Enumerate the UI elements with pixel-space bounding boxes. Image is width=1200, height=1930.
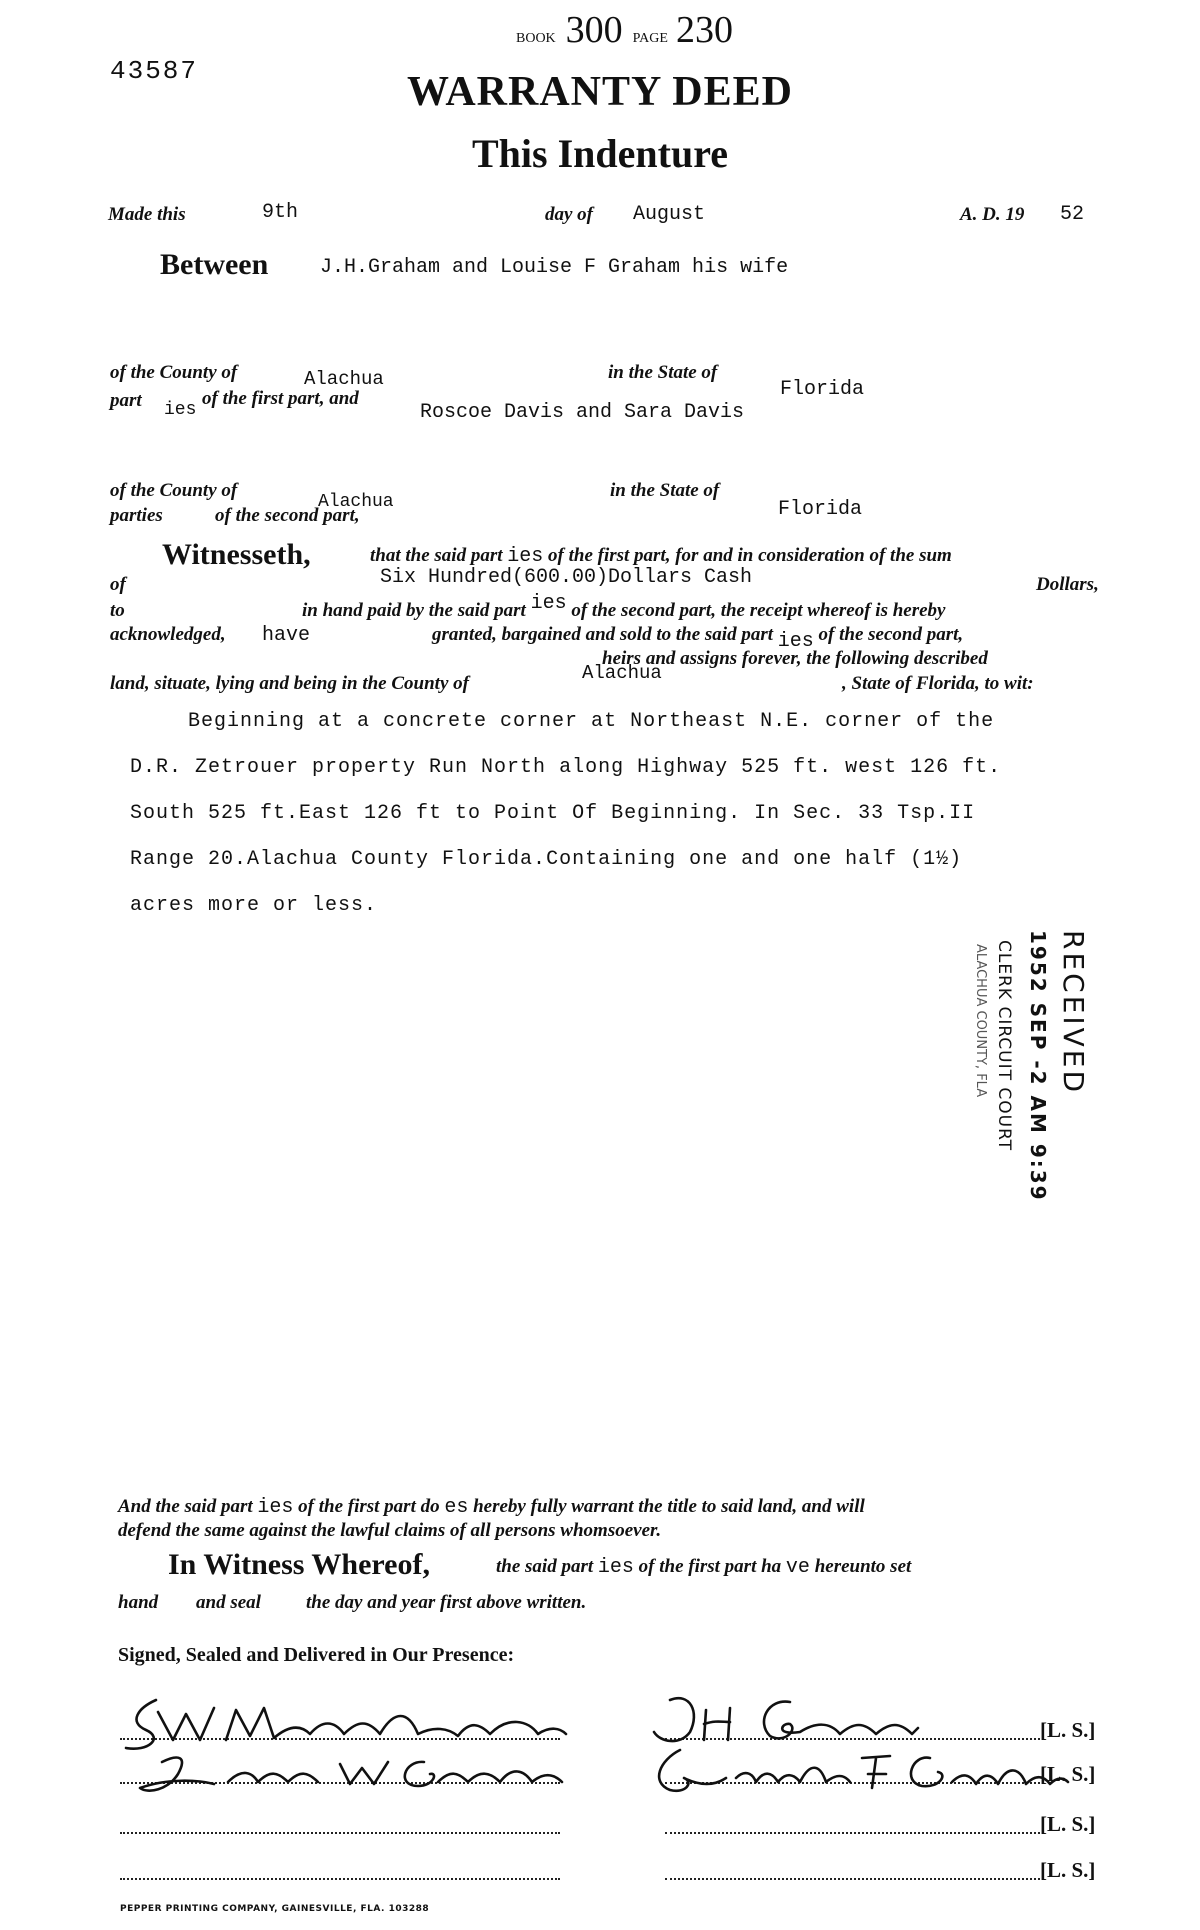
book-number: 300 — [565, 9, 623, 51]
second-part-text: of the second part, — [215, 505, 360, 526]
witnesseth-line3b: of the second part, the receipt whereof is hereby — [571, 600, 946, 621]
witness-sig-1-w — [158, 1708, 214, 1740]
warranty-line1a: And the said part — [118, 1496, 253, 1517]
description-line-5: acres more or less. — [130, 894, 378, 917]
first-county-value: Alachua — [304, 368, 384, 390]
in-witness-label: In Witness Whereof, — [168, 1548, 430, 1581]
description-line-3: South 525 ft.East 126 ft to Point Of Beginning. In Sec. 33 Tsp.II — [130, 802, 976, 825]
warranty-line1c: hereby fully warrant the title to said land, and will — [473, 1496, 865, 1517]
stamp-datetime: 1952 SEP -2 AM 9:39 — [1026, 930, 1050, 1202]
first-part-suffix: ies — [164, 400, 197, 420]
year-value: 52 — [1060, 203, 1085, 226]
warranty-line1b: of the first part do — [298, 1496, 440, 1517]
to-label: to — [110, 600, 125, 621]
book-page-stamp — [516, 8, 733, 52]
grantor-sig-1-j — [654, 1698, 694, 1741]
description-line-1: Beginning at a concrete corner at Northeast N.E. corner of the — [188, 710, 995, 733]
grantor-sig-2-l — [659, 1750, 726, 1791]
seal-label-1: [L. S.] — [1040, 1718, 1096, 1742]
witnesseth-label: Witnesseth, — [162, 538, 311, 571]
witnesseth-line6b: , State of Florida, to wit: — [842, 673, 1034, 694]
description-line-4: Range 20.Alachua County Florida.Containing one and one half (1½) — [130, 848, 963, 871]
stamp-received: RECEIVED — [1057, 930, 1090, 1096]
page-label: PAGE — [632, 31, 668, 46]
warranty-suffix1: ies — [257, 1496, 294, 1519]
witnesseth-line3-text: in hand paid by the said part — [302, 600, 526, 621]
witness-sig-2-ena — [228, 1773, 318, 1782]
signed-sealed-label: Signed, Sealed and Delivered in Our Presence: — [118, 1644, 515, 1666]
in-witness-date: the day and year first above written. — [306, 1592, 587, 1613]
in-witness-text3: hereunto set — [814, 1556, 912, 1577]
document-number: 43587 — [110, 56, 199, 86]
ad-label: A. D. 19 — [960, 204, 1025, 225]
grantors-names: J.H.Graham and Louise F Graham his wife — [320, 256, 789, 279]
second-state-value: Florida — [778, 498, 863, 521]
grantor-sig-2-f — [862, 1756, 890, 1788]
witness-line-3 — [120, 1832, 560, 1834]
witness-signatures — [118, 1690, 568, 1800]
in-witness-line-1 — [496, 1556, 911, 1579]
description-line-2: D.R. Zetrouer property Run North along Highway 525 ft. west 126 ft. — [130, 756, 1002, 779]
witness-sig-2-w — [340, 1762, 388, 1784]
grantor-sig-1-h — [704, 1708, 730, 1740]
witnesseth-line3-suffix: ies — [530, 592, 567, 615]
in-witness-text1: the said part — [496, 1556, 594, 1577]
second-county-label: of the County of — [110, 480, 238, 501]
grantor-line-3 — [665, 1832, 1040, 1834]
witness-sig-1-m — [226, 1708, 566, 1740]
in-witness-text2: of the first part ha — [638, 1556, 782, 1577]
witnesseth-line4b: of the second part, — [818, 624, 964, 645]
witnesseth-line5: heirs and assigns forever, the following described — [602, 648, 988, 669]
in-witness-suffix1: ies — [597, 1556, 634, 1579]
witnesseth-line4-text: granted, bargained and sold to the said part — [432, 624, 773, 645]
first-state-value: Florida — [780, 378, 865, 401]
book-label: BOOK — [516, 31, 556, 46]
grantor-sig-2-ouise — [736, 1768, 850, 1782]
first-part-text: of the first part, and — [202, 388, 359, 409]
second-state-label: in the State of — [610, 480, 720, 501]
seal-label-2: [L. S.] — [1040, 1762, 1096, 1786]
first-state-label: in the State of — [608, 362, 718, 383]
of-label: of — [110, 574, 126, 595]
stamp-clerk: CLERK CIRCUIT COURT — [994, 940, 1014, 1152]
grantor-sig-1-graham — [764, 1702, 918, 1739]
warranty-line-2: defend the same against the lawful claims of all persons whomsoever. — [118, 1520, 662, 1541]
witnesseth-line1-text: that the said part — [370, 545, 503, 566]
in-witness-seal: and seal — [196, 1592, 261, 1613]
witnesseth-line3 — [302, 592, 946, 623]
page-title: WARRANTY DEED — [407, 69, 793, 115]
acknowledged-label: acknowledged, — [110, 624, 226, 645]
grantees-names: Roscoe Davis and Sara Davis — [420, 401, 745, 424]
witnesseth-line1-suffix: ies — [507, 545, 544, 568]
dollars-label: Dollars, — [1036, 574, 1099, 595]
land-county-value: Alachua — [582, 662, 662, 684]
witness-line-4 — [120, 1878, 560, 1880]
warranty-suffix2: es — [444, 1496, 469, 1519]
first-county-label: of the County of — [110, 362, 238, 383]
witness-sig-2-graham — [405, 1762, 562, 1786]
between-label: Between — [160, 248, 269, 281]
received-stamp — [910, 930, 1130, 1200]
seal-label-4: [L. S.] — [1040, 1858, 1096, 1882]
day-of-label: day of — [545, 204, 594, 225]
witnesseth-line1 — [370, 545, 952, 568]
witnesseth-line6: land, situate, lying and being in the County of — [110, 673, 469, 694]
page-number: 230 — [675, 9, 733, 51]
seal-label-3: [L. S.] — [1040, 1812, 1096, 1836]
page-subtitle: This Indenture — [471, 131, 728, 176]
second-county-value: Alachua — [318, 492, 394, 512]
second-parties-label: parties — [110, 505, 163, 526]
stamp-county: ALACHUA COUNTY, FLA — [973, 944, 988, 1098]
consideration-amount: Six Hundred(600.00)Dollars Cash — [380, 566, 753, 589]
have-value: have — [262, 624, 311, 647]
witnesseth-line4 — [432, 624, 964, 653]
grantor-signatures — [640, 1682, 1070, 1802]
printer-footer: PEPPER PRINTING COMPANY, GAINESVILLE, FLA. 103288 — [120, 1904, 430, 1914]
witness-sig-2-l — [140, 1758, 214, 1791]
witnesseth-line1b: of the first part, for and in consideration of the sum — [548, 545, 952, 566]
grantor-line-4 — [665, 1878, 1040, 1880]
made-this-label: Made this — [108, 204, 186, 225]
witness-sig-1-s — [126, 1700, 156, 1749]
in-witness-hand: hand — [118, 1592, 159, 1613]
warranty-line-1 — [118, 1496, 865, 1519]
first-part-label: part — [110, 390, 142, 411]
witnesseth-line4-suffix: ies — [777, 630, 814, 653]
month-value: August — [633, 203, 706, 226]
day-value: 9th — [262, 201, 299, 224]
in-witness-suffix2: ve — [785, 1556, 810, 1579]
